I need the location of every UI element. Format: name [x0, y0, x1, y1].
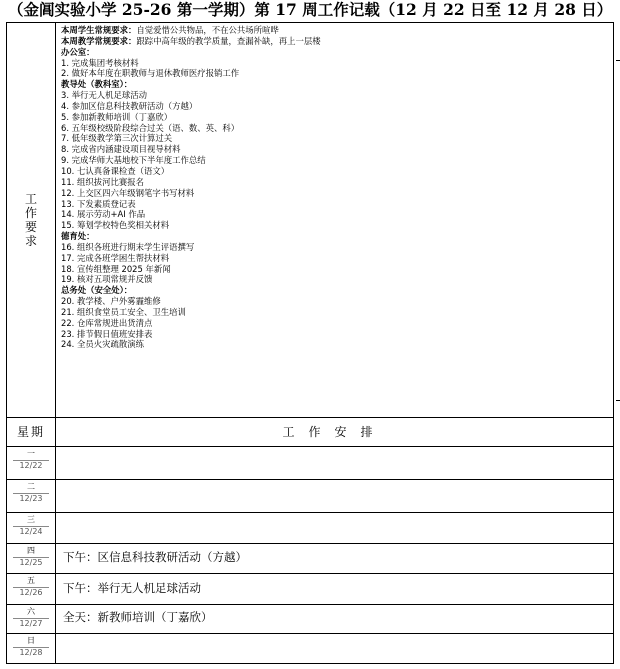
list-item: 6. 五年级校级阶段综合过关（语、数、英、科） [61, 122, 240, 133]
day-cell-thu: 四 12/25 [7, 546, 55, 568]
list-item: 13. 下发素质登记表 [61, 198, 136, 209]
day-cell-sat: 六 12/27 [7, 607, 55, 629]
plan-cell-fri: 下午：举行无人机足球活动 [63, 581, 201, 595]
department-heading: 教导处（教科室）： [61, 79, 133, 90]
list-item: 11. 组织拔河比赛报名 [61, 176, 144, 187]
day-column-header: 星期 [16, 425, 45, 439]
list-item: 16. 组织各班进行期末学生评语撰写 [61, 241, 195, 252]
list-item: 24. 全员火灾疏散演练 [61, 339, 144, 350]
list-item: 19. 核对五项常规并反馈 [61, 274, 153, 285]
day-row-divider [7, 479, 613, 480]
day-row-divider [7, 573, 613, 574]
margin-mark [616, 400, 620, 401]
list-item: 5. 参加新教师培训（丁嘉欣） [61, 111, 173, 122]
list-item: 20. 教学楼、户外雾霾维修 [61, 296, 161, 307]
day-cell-wed: 三 12/24 [7, 515, 55, 537]
list-item: 4. 参加区信息科技教研活动（方越） [61, 100, 198, 111]
day-cell-sun: 日 12/28 [7, 636, 55, 658]
day-row-divider [7, 604, 613, 605]
day-cell-mon: 一 12/22 [7, 449, 55, 471]
day-cell-fri: 五 12/26 [7, 576, 55, 598]
list-item: 15. 筹划学校特色奖相关材料 [61, 220, 170, 231]
day-row-divider [7, 512, 613, 513]
page-title: （金阊实验小学 25-26 第一学期）第 17 周工作记载（12 月 22 日至 12 月 28 日） [8, 0, 613, 19]
department-heading: 办公室： [61, 46, 95, 57]
day-row-divider [7, 446, 613, 447]
list-item: 3. 举行无人机足球活动 [61, 90, 148, 101]
department-heading: 总务处（安全处）： [61, 285, 133, 296]
margin-mark [616, 60, 620, 61]
work-record-table [6, 22, 614, 664]
weekly-requirement: 本周学生常规要求：自觉爱惜公共物品，不在公共场所喧哗 [61, 25, 279, 35]
day-row-divider [7, 543, 613, 544]
list-item: 22. 仓库常规进出货清点 [61, 317, 153, 328]
list-item: 10. 七认真备课检查（语文） [61, 165, 170, 176]
list-item: 23. 排节假日值班安排表 [61, 328, 153, 339]
list-item: 12. 上交区四六年级钢笔字书写材料 [61, 187, 195, 198]
list-item: 21. 组织食堂员工安全、卫生培训 [61, 306, 186, 317]
plan-cell-sat: 全天：新教师培训（丁嘉欣） [63, 610, 213, 624]
list-item: 2. 做好本年度在职教师与退休教师医疗报销工作 [61, 68, 240, 79]
day-cell-tue: 二 12/23 [7, 482, 55, 504]
requirements-label: 工作要求 [24, 192, 37, 248]
plan-column-header: 工作安排 [282, 425, 387, 439]
list-item: 1. 完成集团考核材料 [61, 57, 139, 68]
list-item: 9. 完成华师大基地校下半年度工作总结 [61, 155, 206, 166]
list-item: 18. 宣传组整理 2025 年新闻 [61, 263, 171, 274]
weekly-requirement: 本周教学常规要求：跟踪中高年级的教学质量，查漏补缺，再上一层楼 [61, 35, 321, 46]
requirements-content [61, 25, 611, 350]
list-item: 14. 展示劳动+AI 作品 [61, 209, 146, 220]
list-item: 7. 低年级教学第三次计算过关 [61, 133, 173, 144]
list-item: 8. 完成省内涵建设项目视导材料 [61, 144, 181, 155]
plan-cell-thu: 下午：区信息科技教研活动（方越） [63, 550, 247, 564]
column-divider [55, 23, 56, 663]
list-item: 17. 完成各班学困生帮扶材料 [61, 252, 170, 263]
department-heading: 德育处： [61, 231, 95, 242]
day-row-divider [7, 633, 613, 634]
